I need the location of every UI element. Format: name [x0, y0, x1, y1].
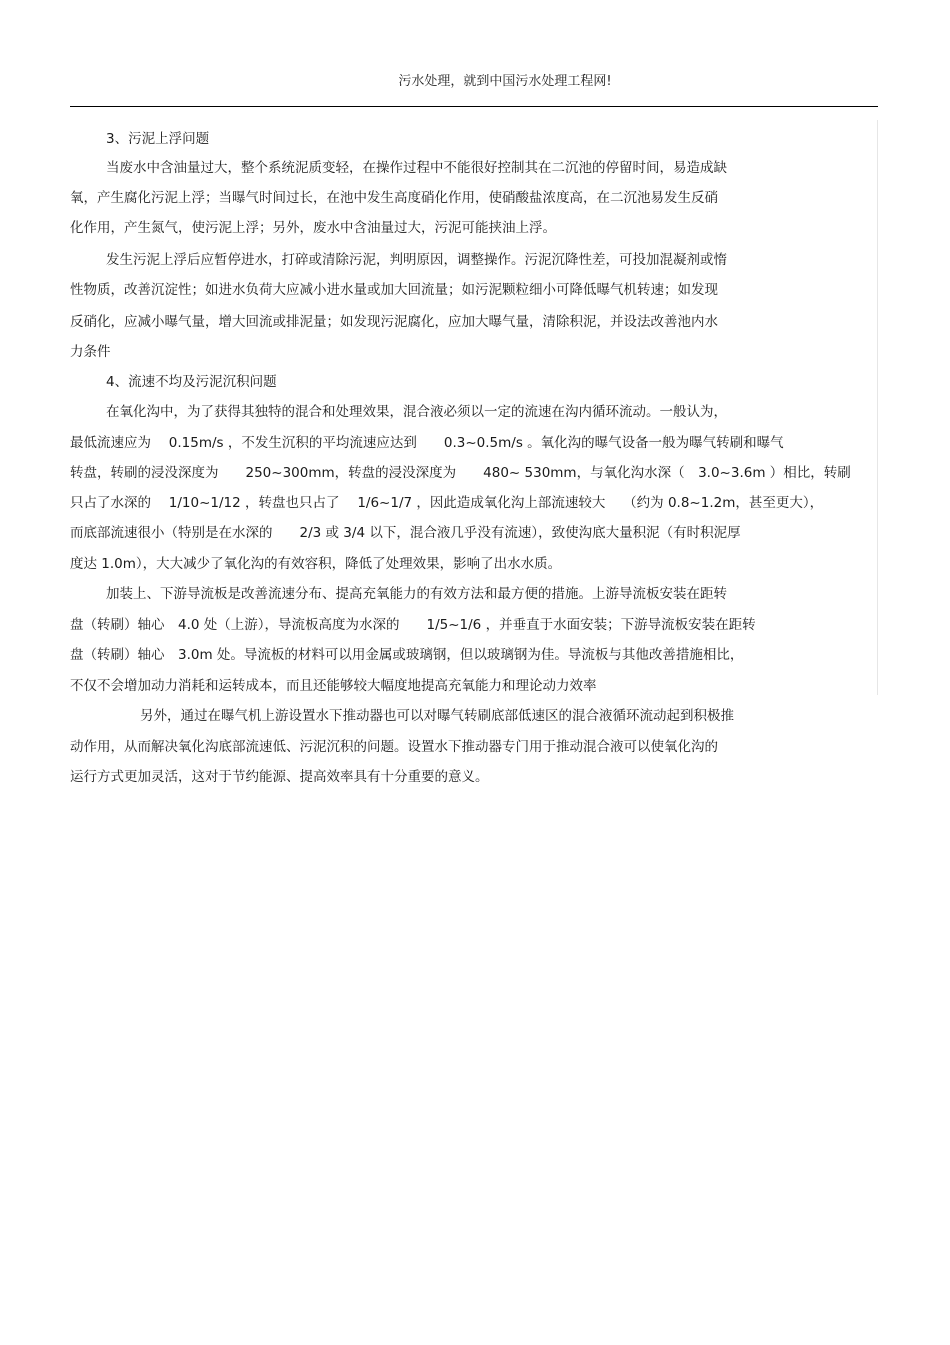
text-line: 化作用，产生氮气，使污泥上浮；另外，废水中含油量过大，污泥可能挟油上浮。	[70, 220, 556, 236]
text-line: 最低流速应为 0.15m/s ，不发生沉积的平均流速应达到 0.3~0.5m/s 。氧化沟的曝气设备一般为曝气转刷和曝气	[70, 435, 784, 451]
text-line: 发生污泥上浮后应暂停进水，打碎或清除污泥，判明原因，调整操作。污泥沉降性差，可投加混凝剂或惰	[106, 252, 727, 268]
text-line: 只占了水深的 1/10~1/12 ，转盘也只占了 1/6~1/7 ，因此造成氧化沟上部流速较大 （约为 0.8~1.2m，甚至更大），	[70, 495, 824, 511]
text-line: 动作用，从而解决氧化沟底部流速低、污泥沉积的问题。设置水下推动器专门用于推动混合液可以使氧化沟的	[70, 739, 718, 755]
text-line: 度达 1.0m），大大减少了氧化沟的有效容积，降低了处理效果，影响了出水水质。	[70, 556, 562, 572]
text-line: 力条件	[70, 344, 111, 360]
text-line: 加装上、下游导流板是改善流速分布、提高充氧能力的有效方法和最方便的措施。上游导流板安装在距转	[106, 586, 727, 602]
text-line: 氧，产生腐化污泥上浮；当曝气时间过长，在池中发生高度硝化作用，使硝酸盐浓度高，在二沉池易发生反硝	[70, 190, 718, 206]
text-line: 不仅不会增加动力消耗和运转成本，而且还能够较大幅度地提高充氧能力和理论动力效率	[70, 678, 597, 694]
text-line: 盘（转刷）轴心 3.0m 处。导流板的材料可以用金属或玻璃钢，但以玻璃钢为佳。导流板与其他改善措施相比，	[70, 647, 744, 663]
section-heading-3: 3、污泥上浮问题	[106, 131, 210, 147]
section-heading-4: 4、流速不均及污泥沉积问题	[106, 374, 277, 390]
text-line: 转盘，转刷的浸没深度为 250~300mm，转盘的浸没深度为 480~ 530mm，与氧化沟水深（ 3.0~3.6m ）相比，转刷	[70, 465, 851, 481]
text-line: 性物质，改善沉淀性；如进水负荷大应减小进水量或加大回流量；如污泥颗粒细小可降低曝气机转速；如发现	[70, 282, 718, 298]
text-line: 反硝化，应减小曝气量，增大回流或排泥量；如发现污泥腐化，应加大曝气量，清除积泥，并设法改善池内水	[70, 314, 718, 330]
text-line: 在氧化沟中，为了获得其独特的混合和处理效果，混合液必须以一定的流速在沟内循环流动。一般认为，	[106, 404, 727, 420]
text-line: 当废水中含油量过大，整个系统泥质变轻，在操作过程中不能很好控制其在二沉池的停留时间，易造成缺	[106, 160, 727, 176]
page-header: 污水处理，就到中国污水处理工程网!	[398, 74, 612, 89]
text-line: 盘（转刷）轴心 4.0 处（上游），导流板高度为水深的 1/5~1/6 ，并垂直于水面安装；下游导流板安装在距转	[70, 617, 756, 633]
side-divider	[877, 120, 878, 695]
text-line: 运行方式更加灵活，这对于节约能源、提高效率具有十分重要的意义。	[70, 769, 489, 785]
header-divider	[70, 106, 878, 107]
text-line: 另外，通过在曝气机上游设置水下推动器也可以对曝气转刷底部低速区的混合液循环流动起到积极推	[140, 708, 734, 724]
text-line: 而底部流速很小（特别是在水深的 2/3 或 3/4 以下，混合液几乎没有流速），致使沟底大量积泥（有时积泥厚	[70, 525, 741, 541]
